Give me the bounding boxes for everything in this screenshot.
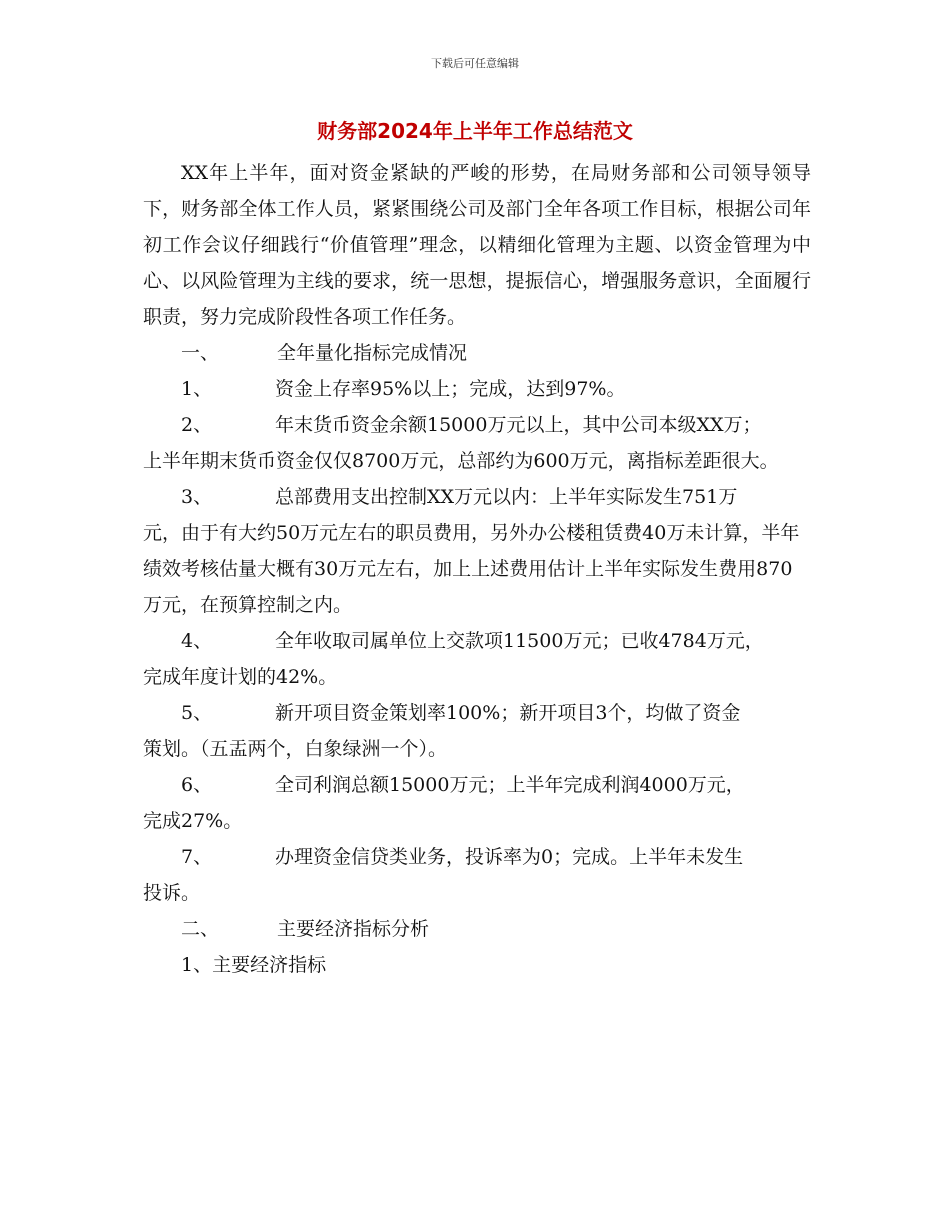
list-item xyxy=(143,623,811,695)
item-text: 全年收取司属单位上交款项11500万元；已收4784万元， xyxy=(275,630,764,652)
item-continuation: 上半年期末货币资金仅仅8700万元，总部约为600万元，离指标差距很大。 xyxy=(143,450,779,472)
section-title: 全年量化指标完成情况 xyxy=(277,342,468,364)
item-number: 7、 xyxy=(181,846,213,868)
item-number: 6、 xyxy=(181,774,213,796)
item-text: 年末货币资金余额15000万元以上，其中公司本级XX万； xyxy=(275,414,762,436)
list-item-line xyxy=(143,371,811,407)
item-text: 新开项目资金策划率100%；新开项目3个，均做了资金 xyxy=(275,702,741,724)
item-number: 5、 xyxy=(181,702,213,724)
item-text: 总部费用支出控制XX万元以内：上半年实际发生751万 xyxy=(275,486,738,508)
list-item xyxy=(143,767,811,839)
item-text: 全司利润总额15000万元；上半年完成利润4000万元， xyxy=(275,774,745,796)
list-item-line xyxy=(143,407,811,443)
document-title: 财务部2024年上半年工作总结范文 xyxy=(317,119,633,143)
intro-paragraph: XX年上半年，面对资金紧缺的严峻的形势，在局财务部和公司领导领导下，财务部全体工作人员，紧紧围绕公司及部门全年各项工作目标，根据公司年初工作会议仔细践行“价值管理”理念，以精细化管理为主题、以资金管理为中心、以风险管理为主线的要求，统一思想，提振信心，增强服务意识，全面履行职责，努力完成阶段性各项工作任务。 xyxy=(143,162,811,328)
section-number: 二、 xyxy=(181,918,220,940)
item-continuation: 投诉。 xyxy=(143,882,201,904)
list-item xyxy=(143,371,811,407)
list-item xyxy=(143,839,811,911)
item-continuation: 完成年度计划的42%。 xyxy=(143,666,338,688)
item-number: 2、 xyxy=(181,414,213,436)
subsection-heading: 1、主要经济指标 xyxy=(181,954,327,976)
section-heading-2 xyxy=(143,911,811,947)
list-item-line xyxy=(143,479,811,515)
list-item xyxy=(143,407,811,479)
item-text: 资金上存率95%以上；完成，达到97%。 xyxy=(275,378,626,400)
item-number: 3、 xyxy=(181,486,213,508)
list-item-line xyxy=(143,767,811,803)
item-number: 4、 xyxy=(181,630,213,652)
item-text: 办理资金信贷类业务，投诉率为0；完成。上半年未发生 xyxy=(275,846,744,868)
list-item-line xyxy=(143,623,811,659)
section-number: 一、 xyxy=(181,342,220,364)
page-header-note: 下载后可任意编辑 xyxy=(431,57,519,70)
item-continuation: 元，由于有大约50万元左右的职员费用，另外办公楼租赁费40万未计算，半年绩效考核估量大概有30万元左右，加上上述费用估计上半年实际发生费用870万元，在预算控制之内。 xyxy=(143,522,800,616)
item-continuation: 完成27%。 xyxy=(143,810,243,832)
item-continuation: 策划。（五盂两个，白象绿洲一个）。 xyxy=(143,738,448,760)
item-number: 1、 xyxy=(181,378,213,400)
list-item xyxy=(143,695,811,767)
indicator-list xyxy=(143,371,811,911)
list-item-line xyxy=(143,839,811,875)
list-item-line xyxy=(143,695,811,731)
list-item xyxy=(143,479,811,623)
document-body xyxy=(143,155,811,983)
section-heading-1 xyxy=(143,335,811,371)
section-title: 主要经济指标分析 xyxy=(277,918,430,940)
